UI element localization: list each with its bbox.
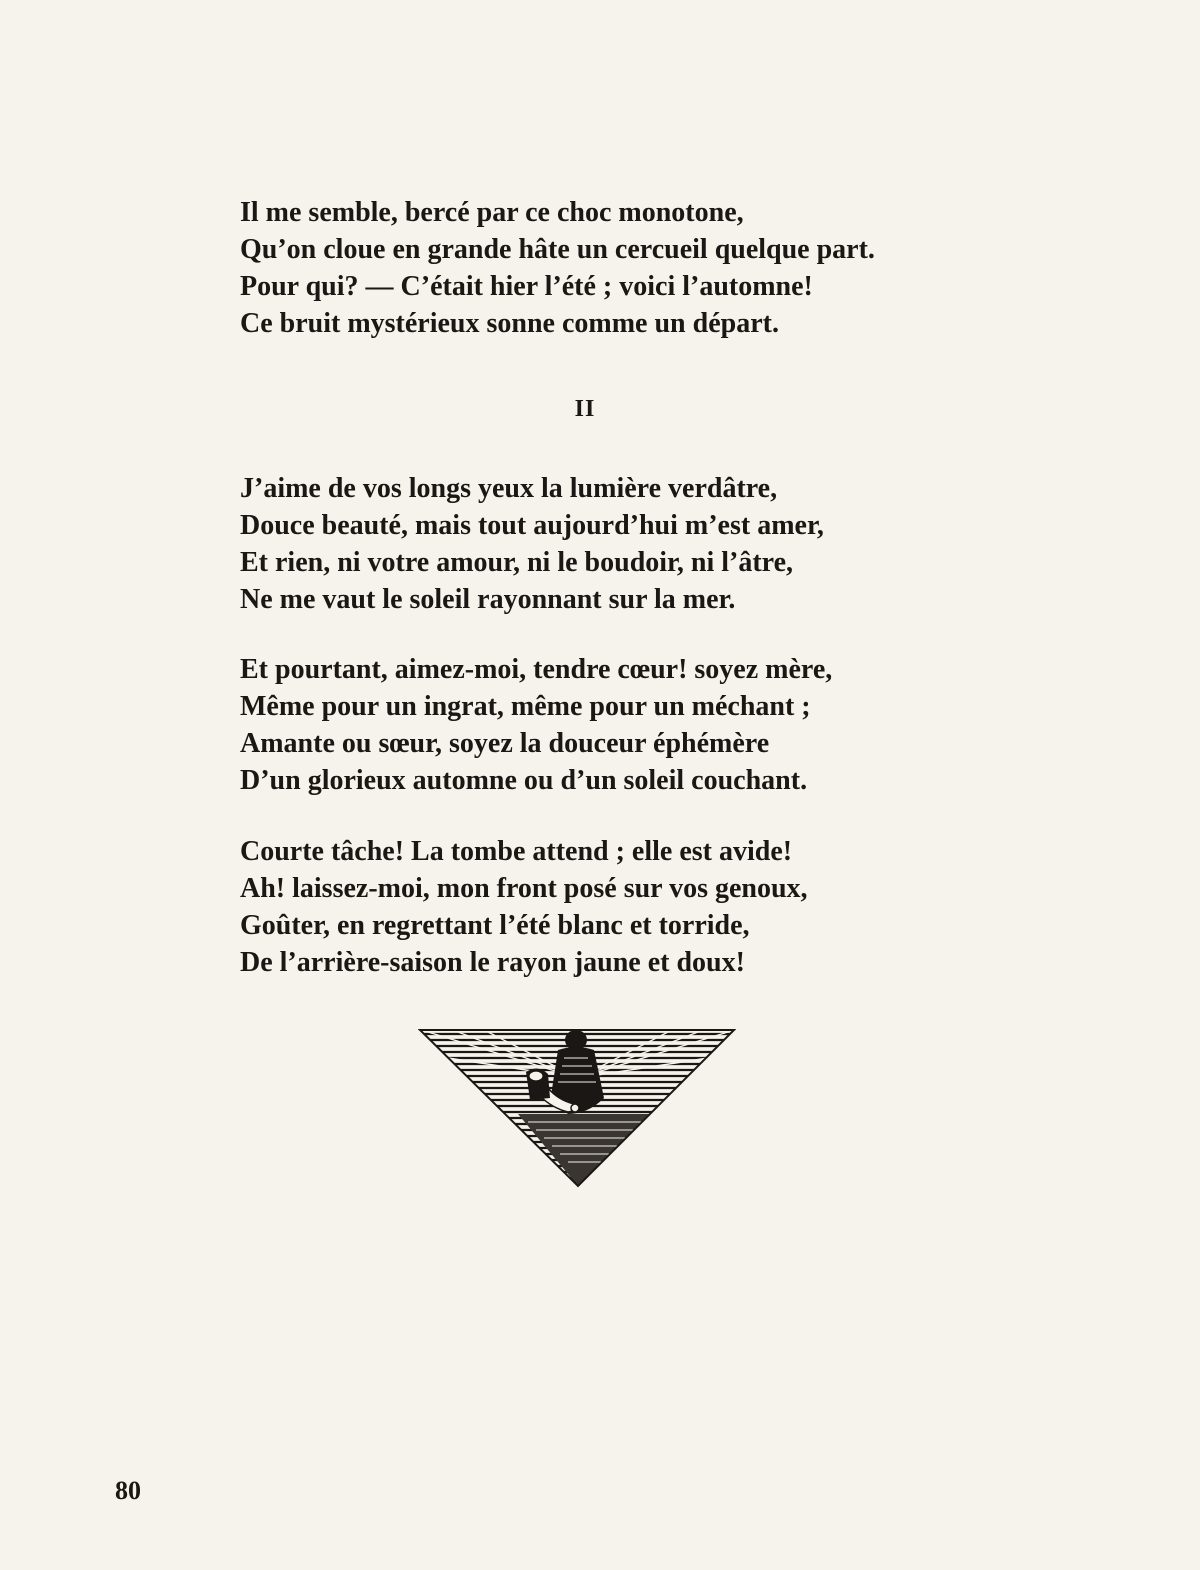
stanza-2 [240,470,1000,618]
stanza-4 [240,833,1000,981]
section-number: II [574,396,596,422]
verse-line: D’un glorieux automne ou d’un soleil couchant. [240,765,808,796]
verse-line: Ce bruit mystérieux sonne comme un départ. [240,308,779,339]
verse-line: Goûter, en regrettant l’été blanc et torride, [240,910,750,941]
verse-line: De l’arrière-saison le rayon jaune et doux! [240,947,745,978]
verse-line: Même pour un ingrat, même pour un méchant ; [240,691,811,722]
page-number: 80 [115,1476,141,1505]
verse-line: Qu’on cloue en grande hâte un cercueil quelque part. [240,234,875,265]
woodcut-vignette-icon [418,1018,736,1188]
verse-line: Pour qui? — C’était hier l’été ; voici l’automne! [240,271,813,302]
verse-line: Et rien, ni votre amour, ni le boudoir, ni l’âtre, [240,547,794,578]
verse-line: Et pourtant, aimez-moi, tendre cœur! soyez mère, [240,654,833,685]
verse-line: Ah! laissez-moi, mon front posé sur vos genoux, [240,873,808,904]
verse-line: Amante ou sœur, soyez la douceur éphémère [240,728,770,759]
stanza-1 [240,194,1000,342]
stanza-3 [240,651,1000,799]
verse-line: Courte tâche! La tombe attend ; elle est avide! [240,836,793,867]
verse-line: Douce beauté, mais tout aujourd’hui m’est amer, [240,510,824,541]
verse-line: Ne me vaut le soleil rayonnant sur la mer. [240,584,736,615]
verse-line: J’aime de vos longs yeux la lumière verdâtre, [240,473,778,504]
verse-line: Il me semble, bercé par ce choc monotone, [240,197,744,228]
